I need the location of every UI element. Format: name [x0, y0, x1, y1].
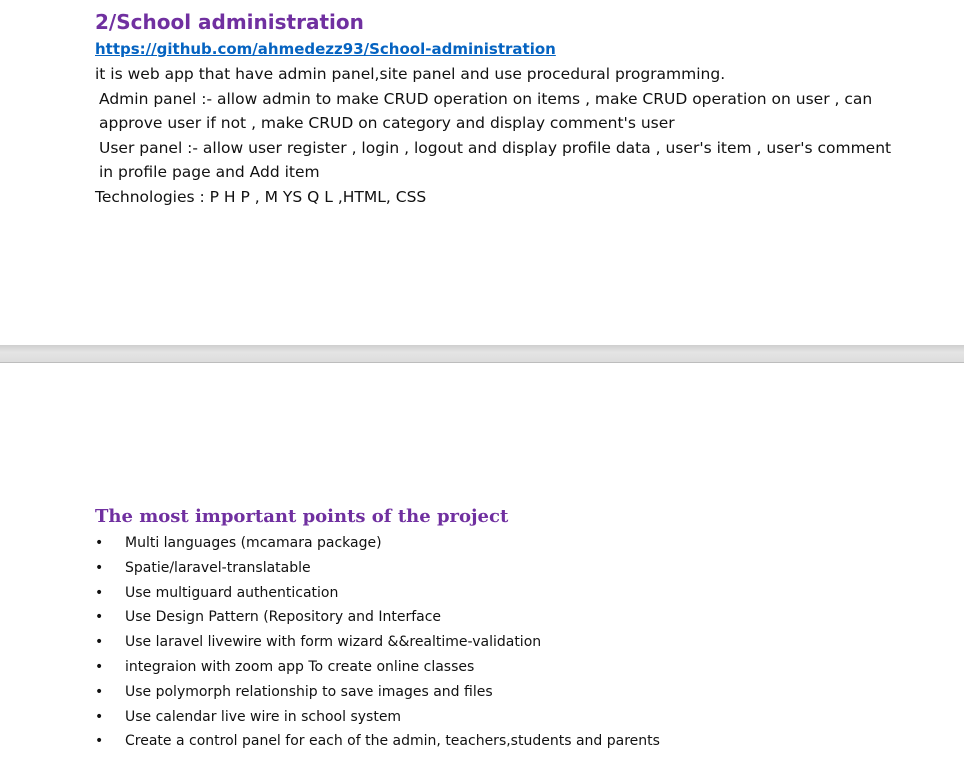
bullet-icon: • [95, 584, 104, 601]
project-section [95, 8, 895, 210]
list-item [95, 531, 895, 556]
user-panel-text: User panel :- allow user register , login , logout and display profile data , user's item , user's comment in profile page and Add item [99, 138, 892, 182]
bullet-icon: • [95, 609, 104, 626]
list-item [95, 705, 895, 730]
page-break [0, 345, 964, 363]
technologies-text: Technologies : P H P , M YS Q L ,HTML, CSS [95, 187, 427, 206]
list-item [95, 655, 895, 680]
admin-panel-text: Admin panel :- allow admin to make CRUD operation on items , make CRUD operation on user , can approve user if not , make CRUD on category and display comment's user [99, 89, 873, 133]
bullet-icon: • [95, 658, 104, 675]
bullet-icon: • [95, 634, 104, 651]
bullet-icon: • [95, 559, 104, 576]
list-item-text: Create a control panel for each of the admin, teachers,students and parents [125, 733, 660, 750]
list-item-text: Use multiguard authentication [125, 584, 339, 601]
list-item [95, 581, 895, 606]
points-list [95, 531, 895, 754]
list-item [95, 605, 895, 630]
list-item-text: Use Design Pattern (Repository and Interface [125, 609, 442, 626]
list-item-text: Multi languages (mcamara package) [125, 535, 382, 551]
github-link[interactable]: https://github.com/ahmedezz93/School-administration [95, 40, 556, 58]
points-section [95, 503, 895, 754]
list-item [95, 729, 895, 754]
list-item-text: Spatie/laravel-translatable [125, 559, 311, 576]
list-item-text: Use polymorph relationship to save images and files [125, 683, 493, 700]
bullet-icon: • [95, 535, 104, 551]
list-item [95, 556, 895, 581]
bullet-icon: • [95, 683, 104, 700]
list-item-text: integraion with zoom app To create online classes [125, 658, 475, 675]
points-heading: The most important points of the project [95, 506, 509, 527]
bullet-icon: • [95, 733, 104, 750]
list-item-text: Use laravel livewire with form wizard &&realtime-validation [125, 634, 542, 651]
list-item-text: Use calendar live wire in school system [125, 708, 402, 725]
list-item [95, 630, 895, 655]
list-item [95, 680, 895, 705]
project-title: 2/School administration [95, 10, 364, 34]
bullet-icon: • [95, 708, 104, 725]
project-description: it is web app that have admin panel,site panel and use procedural programming. [95, 65, 726, 83]
